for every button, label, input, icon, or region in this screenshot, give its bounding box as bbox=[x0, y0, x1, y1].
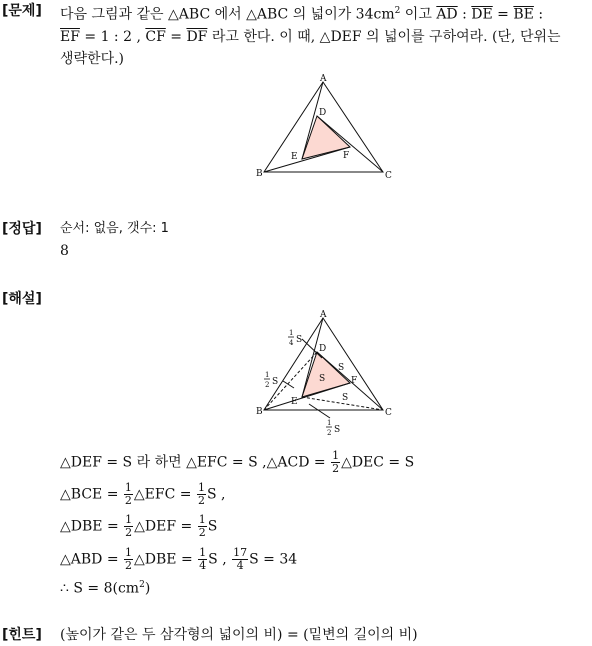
triangle-figure bbox=[0, 72, 592, 182]
leader-bottom bbox=[309, 404, 330, 418]
problem-line-2 bbox=[60, 26, 586, 48]
solution-line-4 bbox=[60, 547, 297, 572]
answer-body bbox=[60, 218, 586, 262]
solution-line-3 bbox=[60, 514, 217, 539]
solution-2b: △EFC = bbox=[133, 486, 196, 503]
segment-ad: $\overline{AD}$ bbox=[436, 6, 458, 23]
problem-text-1a: 다음 그림과 같은 △ABC 에서 △ABC 의 넓이가 34cm bbox=[60, 6, 395, 23]
answer-label: [정답] bbox=[2, 221, 42, 237]
solution-label: [해설] bbox=[2, 291, 42, 307]
label-e: E bbox=[291, 152, 298, 162]
answer-value: 8 bbox=[60, 243, 69, 259]
problem-text bbox=[60, 0, 586, 70]
solution-1a: △DEF = S 라 하면 △EFC = S ,△ACD = bbox=[60, 454, 331, 471]
answer-meta: 순서: 없음, 갯수: 1 bbox=[60, 221, 169, 236]
quarter-s: S bbox=[296, 335, 303, 345]
label-c: C bbox=[385, 171, 392, 181]
solution-2a: △BCE = bbox=[60, 486, 123, 503]
fraction: $\frac{1}{2}$ bbox=[332, 449, 340, 475]
solution-line-5 bbox=[60, 580, 150, 597]
solution-5b: ) bbox=[144, 580, 151, 597]
problem-text-2b: 라고 한다. 이 때, △DEF 의 넓이를 구하여라. (단, 단위는 bbox=[207, 28, 561, 45]
problem-text-1b: 이고 bbox=[400, 6, 437, 23]
half-bottom-s: S bbox=[334, 425, 341, 435]
half-bottom-den: 2 bbox=[327, 429, 332, 437]
solution-5a: ∴ S = 8(cm bbox=[60, 580, 140, 597]
solution-label-d: D bbox=[319, 344, 327, 354]
solution-5-sup: 2 bbox=[139, 580, 145, 590]
fraction: $\frac{17}{4}$ bbox=[233, 546, 248, 572]
solution-label-b: B bbox=[256, 407, 263, 417]
fraction: $\frac{1}{2}$ bbox=[198, 513, 206, 539]
segment-df: $\overline{DF}$ bbox=[186, 28, 208, 45]
s-center: S bbox=[319, 374, 326, 384]
segment-be: $\overline{BE}$ bbox=[513, 6, 534, 23]
solution-figure bbox=[0, 308, 592, 438]
segment-ef: $\overline{EF}$ bbox=[60, 28, 80, 45]
label-a: A bbox=[320, 74, 327, 84]
solution-4d: S = 34 bbox=[249, 551, 298, 568]
solution-2c: S , bbox=[206, 486, 226, 503]
equals-1: = bbox=[492, 6, 514, 23]
solution-line-2 bbox=[60, 482, 225, 507]
quarter-num: 1 bbox=[289, 329, 294, 337]
label-f: F bbox=[343, 151, 350, 161]
problem-line-3: 생략한다.) bbox=[60, 50, 125, 67]
hint-label: [힌트] bbox=[2, 627, 42, 643]
solution-label-c: C bbox=[385, 408, 392, 418]
solution-label-f: F bbox=[351, 376, 358, 386]
segment-cf: $\overline{CF}$ bbox=[145, 28, 166, 45]
colon-2: : bbox=[533, 6, 544, 23]
half-left-den: 2 bbox=[265, 381, 270, 389]
half-left-num: 1 bbox=[265, 371, 270, 379]
label-d: D bbox=[319, 108, 327, 118]
solution-label-a: A bbox=[320, 310, 327, 320]
fraction: $\frac{1}{2}$ bbox=[125, 513, 133, 539]
problem-sup: 2 bbox=[394, 6, 401, 16]
solution-line-1 bbox=[60, 450, 414, 475]
fraction: $\frac{1}{2}$ bbox=[125, 546, 133, 572]
hint-text: (높이가 같은 두 삼각형의 넓이의 비) = (밑변의 길이의 비) bbox=[60, 627, 418, 643]
solution-3a: △DBE = bbox=[60, 518, 124, 535]
solution-4b: △DBE = bbox=[134, 551, 198, 568]
fraction: $\frac{1}{4}$ bbox=[199, 546, 207, 572]
fraction: $\frac{1}{2}$ bbox=[124, 481, 132, 507]
problem-label: [문제] bbox=[2, 3, 42, 19]
colon-1: : bbox=[457, 6, 472, 23]
solution-3c: S bbox=[207, 518, 218, 535]
problem-text-2a: = 1 : 2 , bbox=[79, 28, 146, 45]
solution-4c: S , bbox=[208, 551, 232, 568]
segment-de: $\overline{DE}$ bbox=[471, 6, 493, 23]
fraction: $\frac{1}{2}$ bbox=[197, 481, 205, 507]
problem-line-1 bbox=[60, 0, 586, 26]
solution-3b: △DEF = bbox=[134, 518, 197, 535]
solution-1b: △DEC = S bbox=[341, 454, 415, 471]
solution-4a: △ABD = bbox=[60, 551, 124, 568]
half-bottom-num: 1 bbox=[327, 419, 332, 427]
half-left-s: S bbox=[272, 377, 279, 387]
quarter-den: 4 bbox=[289, 339, 294, 347]
equals-2: = bbox=[165, 28, 187, 45]
s-right: S bbox=[338, 363, 345, 373]
solution-label-e: E bbox=[291, 397, 298, 407]
s-bottom: S bbox=[342, 393, 349, 403]
label-b: B bbox=[256, 169, 263, 179]
